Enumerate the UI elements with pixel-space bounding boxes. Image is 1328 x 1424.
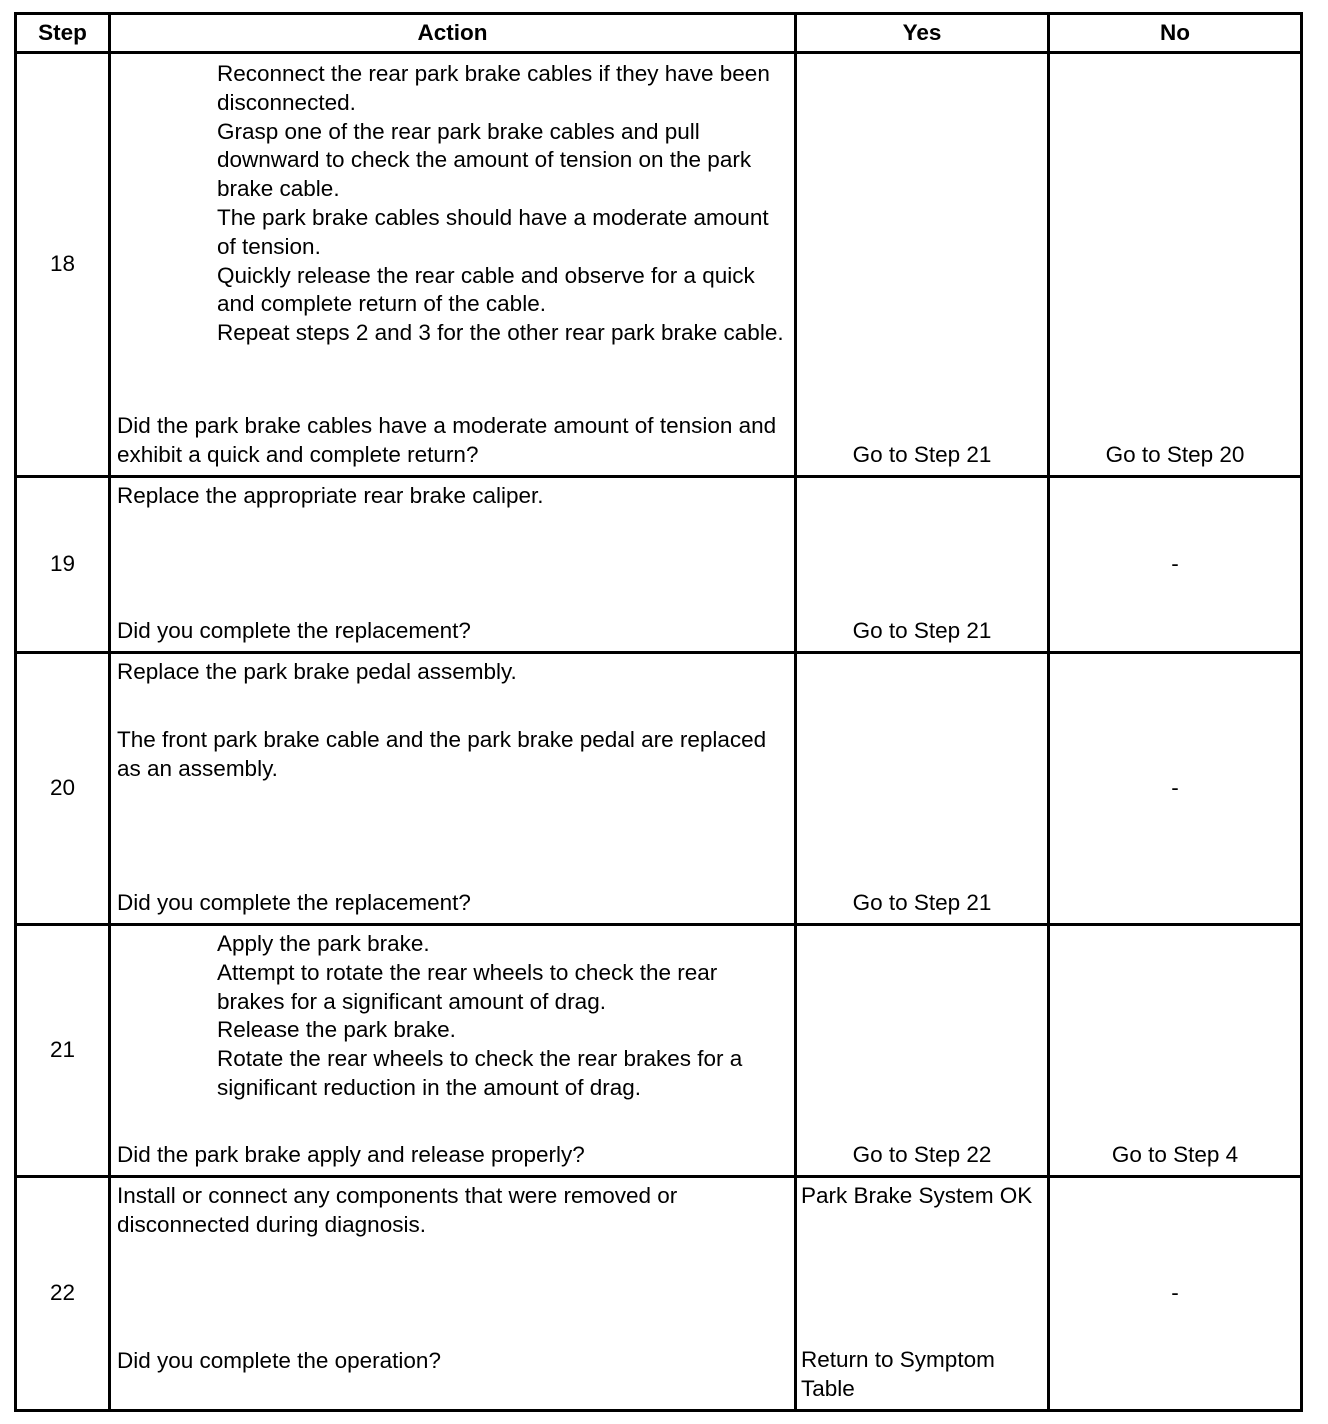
yes-cell: [796, 653, 1049, 925]
step-number: 22: [16, 1177, 110, 1411]
yes-cell: [796, 1177, 1049, 1411]
action-line: Release the park brake.: [217, 1017, 456, 1043]
table-row: [16, 477, 1302, 653]
action-question: Did you complete the replacement?: [117, 618, 471, 644]
no-cell: [1049, 53, 1302, 477]
action-question: Did the park brake cables have a moderate amount of tension and exhibit a quick and complete return?: [117, 413, 777, 468]
action-question: Did you complete the operation?: [117, 1348, 441, 1374]
step-number: 19: [16, 477, 110, 653]
step-number: 20: [16, 653, 110, 925]
table-row: [16, 925, 1302, 1177]
action-cell: [110, 477, 796, 653]
action-text: Replace the appropriate rear brake caliper.: [117, 483, 544, 508]
header-step: Step: [16, 14, 110, 53]
header-yes: Yes: [796, 14, 1049, 53]
action-cell: [110, 653, 796, 925]
yes-link[interactable]: Go to Step 21: [852, 442, 992, 468]
action-line: Repeat steps 2 and 3 for the other rear park brake cable.: [217, 320, 784, 346]
no-link[interactable]: Go to Step 20: [1105, 442, 1245, 468]
action-cell: [110, 53, 796, 477]
yes-link[interactable]: Return to Symptom Table: [801, 1347, 995, 1402]
no-link[interactable]: Go to Step 4: [1111, 1142, 1239, 1168]
no-cell: -: [1049, 477, 1302, 653]
header-action: Action: [110, 14, 796, 53]
action-text: Replace the park brake pedal assembly.: [117, 659, 517, 684]
step-number: 18: [16, 53, 110, 477]
yes-link[interactable]: Go to Step 21: [852, 618, 992, 644]
no-cell: -: [1049, 1177, 1302, 1411]
table-row: [16, 1177, 1302, 1411]
action-line: The park brake cables should have a moderate amount of tension.: [217, 204, 769, 259]
yes-cell: [796, 925, 1049, 1177]
yes-cell: [796, 477, 1049, 653]
table-row: [16, 653, 1302, 925]
yes-link[interactable]: Go to Step 22: [852, 1142, 992, 1168]
action-question: Did you complete the replacement?: [117, 890, 471, 916]
no-cell: -: [1049, 653, 1302, 925]
action-line: Apply the park brake.: [217, 931, 430, 956]
diagnostic-table: [14, 12, 1303, 1412]
action-line: Rotate the rear wheels to check the rear brakes for a significant reduction in the amount of drag.: [217, 1046, 743, 1100]
action-question: Did the park brake apply and release properly?: [117, 1142, 585, 1168]
table-row: [16, 53, 1302, 477]
yes-link[interactable]: Go to Step 21: [852, 890, 992, 916]
step-number: 21: [16, 925, 110, 1177]
action-cell: [110, 1177, 796, 1411]
header-row: [16, 14, 1302, 53]
action-cell: [110, 925, 796, 1177]
action-line: Attempt to rotate the rear wheels to check the rear brakes for a significant amount of drag.: [217, 959, 718, 1014]
action-line: Reconnect the rear park brake cables if they have been disconnected.: [217, 61, 770, 115]
header-no: No: [1049, 14, 1302, 53]
action-line: Quickly release the rear cable and observe for a quick and complete return of the cable.: [217, 262, 755, 317]
action-note: The front park brake cable and the park brake pedal are replaced as an assembly.: [117, 726, 767, 781]
yes-result: Park Brake System OK: [801, 1183, 1033, 1208]
action-line: Grasp one of the rear park brake cables and pull downward to check the amount of tension on the park brake cable.: [217, 118, 752, 202]
yes-cell: [796, 53, 1049, 477]
action-text: Install or connect any components that were removed or disconnected during diagnosis.: [117, 1183, 678, 1237]
no-cell: [1049, 925, 1302, 1177]
